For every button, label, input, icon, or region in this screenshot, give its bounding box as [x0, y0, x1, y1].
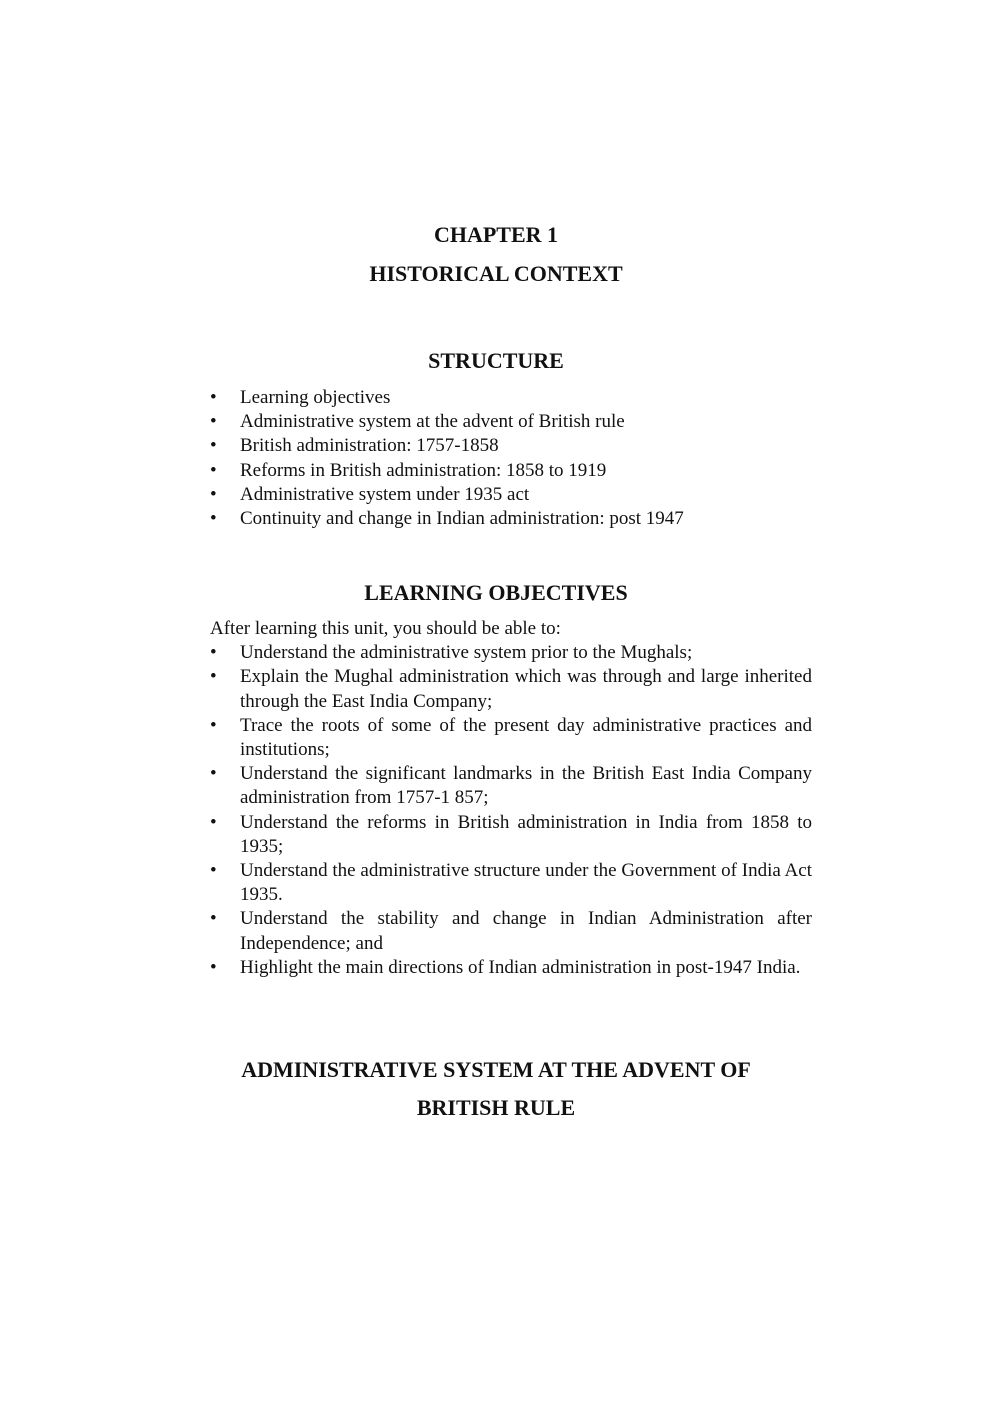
objective-item [210, 859, 812, 907]
objectives-block [210, 617, 812, 980]
objective-item [210, 714, 812, 762]
chapter-title: HISTORICAL CONTEXT [369, 261, 623, 286]
bullet-icon: • [210, 763, 217, 785]
item-text: Understand the significant landmarks in the British East India Company administration from 1757-1 857; [240, 763, 812, 809]
section-heading-line2: BRITISH RULE [416, 1095, 576, 1120]
bullet-icon: • [210, 508, 217, 530]
structure-list [210, 386, 812, 531]
bullet-icon: • [210, 714, 217, 736]
item-text: Explain the Mughal administration which was through and large inherited through the East India Company; [240, 666, 812, 712]
bullet-icon: • [210, 956, 217, 978]
structure-item [210, 459, 812, 483]
item-text: Reforms in British administration: 1858 to 1919 [240, 459, 607, 481]
bullet-icon: • [210, 411, 217, 433]
bullet-icon: • [210, 387, 217, 408]
bullet-icon: • [210, 642, 217, 664]
item-text: Understand the stability and change in Indian Administration after Independence; and [240, 908, 812, 954]
bullet-icon: • [210, 435, 217, 457]
chapter-number: CHAPTER 1 [433, 222, 559, 247]
structure-item [210, 507, 812, 531]
item-text: Understand the reforms in British administration in India from 1858 to 1935; [240, 811, 812, 857]
bullet-icon: • [210, 459, 217, 481]
objectives-heading: LEARNING OBJECTIVES [364, 580, 628, 605]
bullet-icon: • [210, 860, 217, 882]
item-text: Administrative system under 1935 act [240, 483, 530, 505]
structure-item [210, 410, 812, 434]
bullet-icon: • [210, 666, 217, 688]
item-text: Learning objectives [240, 387, 391, 408]
item-text: Administrative system at the advent of British rule [240, 411, 625, 433]
bullet-icon: • [210, 811, 217, 833]
objectives-intro: After learning this unit, you should be able to: [210, 618, 561, 639]
structure-item [210, 483, 812, 507]
item-text: Understand the administrative structure under the Government of India Act 1935. [240, 860, 812, 906]
structure-list-block [210, 386, 812, 531]
objectives-list [210, 641, 812, 980]
bullet-icon: • [210, 483, 217, 505]
objective-item [210, 907, 812, 955]
item-text: Continuity and change in Indian administration: post 1947 [240, 508, 684, 530]
objective-item [210, 762, 812, 810]
objective-item [210, 665, 812, 713]
structure-item [210, 386, 812, 410]
item-text: Understand the administrative system prior to the Mughals; [240, 642, 693, 664]
objective-item [210, 811, 812, 859]
structure-item [210, 434, 812, 458]
item-text: Highlight the main directions of Indian administration in post-1947 India. [240, 956, 801, 978]
structure-heading: STRUCTURE [428, 348, 564, 373]
item-text: British administration: 1757-1858 [240, 435, 499, 457]
bullet-icon: • [210, 908, 217, 930]
item-text: Trace the roots of some of the present day administrative practices and institutions; [240, 714, 812, 761]
objective-item [210, 956, 812, 980]
section-heading-line1: ADMINISTRATIVE SYSTEM AT THE ADVENT OF [241, 1057, 751, 1082]
objective-item [210, 641, 812, 665]
